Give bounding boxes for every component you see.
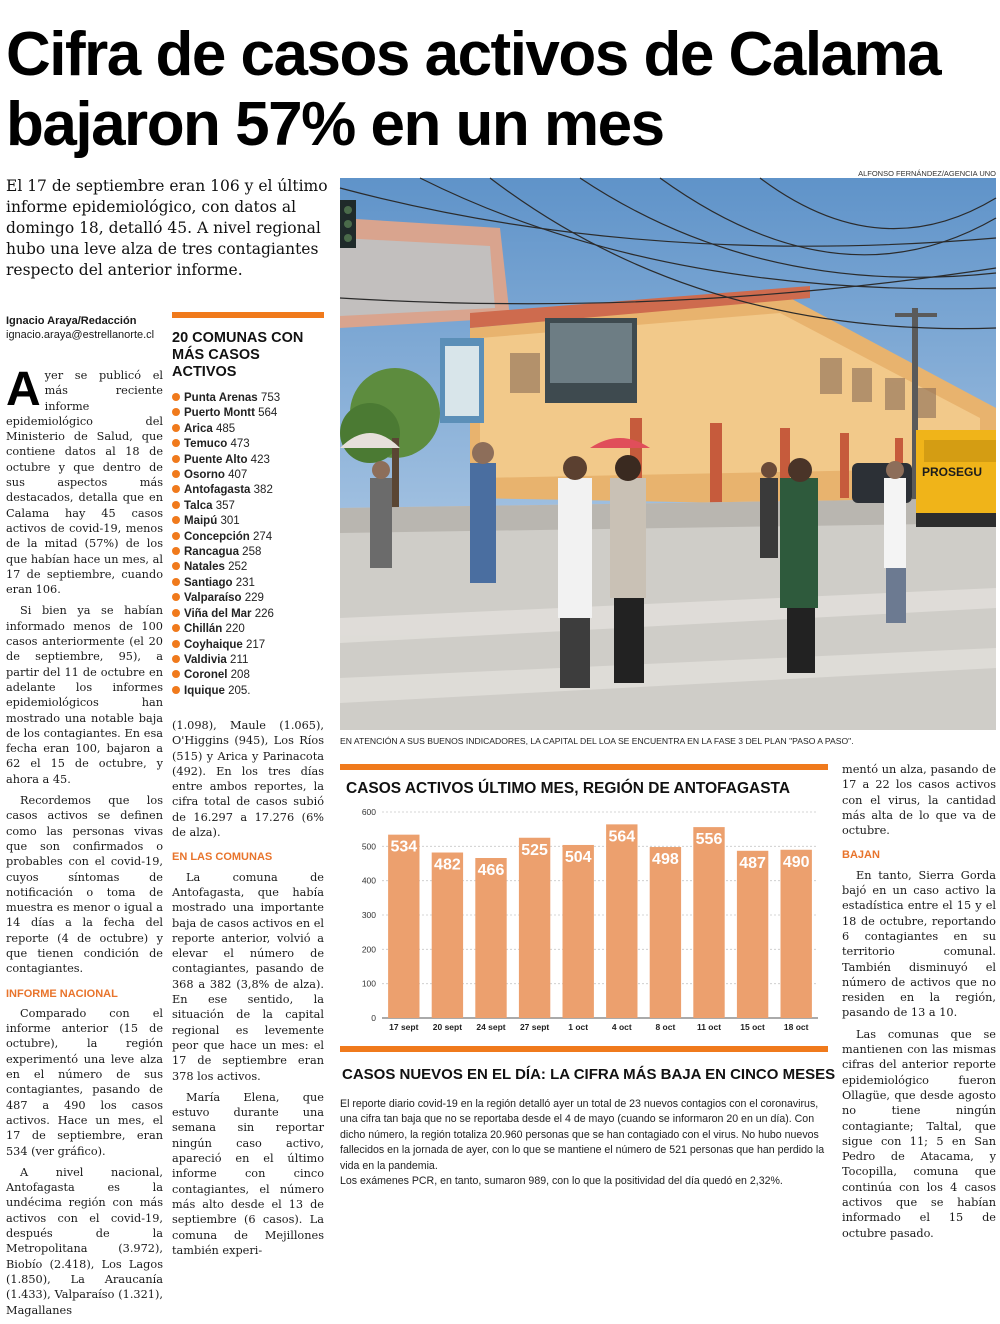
new-cases-paragraph: Los exámenes PCR, en tanto, sumaron 989, con lo que la positividad del día quedó en 2,32%. <box>340 1175 783 1188</box>
paragraph: Si bien ya se habían informado menos de 100 casos anteriormente (el 20 de septiembre, 95), a partir del 11 de octubre en adelante los informes epidemiológicos han mostrado una notable baja de los contagiantes. En esa fecha eran 100, bajaron a 62 el 15 de octubre, y ahora a 45. <box>6 604 163 786</box>
x-tick-label: 15 oct <box>740 1022 765 1032</box>
bar <box>781 850 812 1018</box>
bullet-dot-icon <box>172 532 180 540</box>
bar <box>737 851 768 1018</box>
top-comunas-box <box>172 312 324 699</box>
bullet-dot-icon <box>172 547 180 555</box>
comuna-name: Valparaíso <box>184 592 242 605</box>
y-tick-label: 0 <box>371 1013 376 1023</box>
bullet-dot-icon <box>172 439 180 447</box>
paragraph: En tanto, Sierra Gorda bajó en un caso activo la estadística entre el 15 y el 18 de octubre, reportando 6 contagiantes en su territorio comunal. También disminuyó el número de activos que no residen en la región, pasando de 13 a 10. <box>842 868 996 1020</box>
paragraph: Comparado con el informe anterior (15 de octubre), la región experimentó una leve alza en el número de sus contagiantes, pasando de 487 a 490 los casos activos. Hace un mes, el 17 de septiembre, eran 534 (ver gráfico). <box>6 1006 163 1158</box>
bullet-dot-icon <box>172 408 180 416</box>
comuna-name: Viña del Mar <box>184 607 252 620</box>
paragraph: (1.098), Maule (1.065), O'Higgins (945), Los Ríos (515) y Arica y Parinacota (492). En los tres días entre ambos reportes, la cifra total de casos subió de 16.297 a 17.276 (6% de alza). <box>172 719 324 840</box>
bullet-dot-icon <box>172 424 180 432</box>
bar <box>606 824 637 1018</box>
comuna-value: 258 <box>242 546 262 559</box>
comuna-name: Arica <box>184 422 213 435</box>
comuna-value: 473 <box>230 438 250 451</box>
chart-accent-bar <box>340 764 828 770</box>
new-cases-title: CASOS NUEVOS EN EL DÍA: LA CIFRA MÁS BAJA EN CINCO MESES <box>342 1066 836 1083</box>
comuna-name: Puerto Montt <box>184 407 255 420</box>
comuna-name: Santiago <box>184 576 233 589</box>
comuna-item <box>172 560 324 575</box>
author-email[interactable]: ignacio.araya@estrellanorte.cl <box>6 329 155 341</box>
bar <box>650 847 681 1018</box>
new-cases-box <box>340 1046 836 1189</box>
paragraph: Ayer se publicó el más reciente informe epidemiológico del Ministerio de Salud, que contiene datos al 18 de octubre y que dentro de sus aspectos más destacados, detalla que en Calama hay 45 casos activos de covid-19, menos de la mitad (57%) de los que habían hace un mes, al 17 de septiembre, cuando eran 106. <box>6 363 163 597</box>
comuna-name: Temuco <box>184 438 228 451</box>
body-column-2 <box>172 718 324 1264</box>
bullet-dot-icon <box>172 578 180 586</box>
bar-value-label: 525 <box>521 841 548 859</box>
bar-value-label: 466 <box>477 862 505 880</box>
x-tick-label: 17 sept <box>389 1022 419 1032</box>
bullet-dot-icon <box>172 485 180 493</box>
comuna-value: 211 <box>230 653 249 666</box>
comuna-name: Coyhaique <box>184 638 243 651</box>
x-tick-label: 24 sept <box>476 1022 506 1032</box>
bar <box>432 853 463 1018</box>
comuna-value: 252 <box>228 561 248 574</box>
bar-value-label: 564 <box>608 828 636 846</box>
bullet-dot-icon <box>172 562 180 570</box>
comuna-value: 753 <box>260 392 281 404</box>
comuna-name: Puente Alto <box>184 453 248 466</box>
comuna-item <box>172 453 324 468</box>
paragraph: La comuna de Antofagasta, que había mostrado una importante baja de casos activos en el reporte anterior, volvió a elevar el número de contagiantes, pasando de 368 a 382 (3,8% de alza). En ese sentido, la situación de la capital regional es levemente peor que hace un mes: el 17 de septiembre eran 378 los activos. <box>172 870 324 1083</box>
bullet-dot-icon <box>172 593 180 601</box>
comuna-item <box>172 653 324 668</box>
comuna-name: Antofagasta <box>184 484 251 497</box>
bar <box>693 827 724 1018</box>
x-tick-label: 27 sept <box>519 1022 550 1032</box>
comuna-item <box>172 607 324 622</box>
photo-caption: EN ATENCIÓN A SUS BUENOS INDICADORES, LA CAPITAL DEL LOA SE ENCUENTRA EN LA FASE 3 DEL PLAN "PASO A PASO". <box>340 736 854 746</box>
comuna-name: Coronel <box>184 669 228 682</box>
comuna-value: 382 <box>253 484 273 497</box>
comuna-value: 217 <box>246 638 266 651</box>
comuna-value: 423 <box>250 453 270 466</box>
comuna-item <box>172 545 324 560</box>
bullet-dot-icon <box>172 455 180 463</box>
comuna-name: Concepción <box>184 530 250 543</box>
bullet-dot-icon <box>172 624 180 632</box>
headline-line-2: bajaron 57% en un mes <box>6 90 664 159</box>
comuna-value: 407 <box>228 469 248 482</box>
headline-line-1: Cifra de casos activos de Calama <box>6 20 941 89</box>
comuna-name: Punta Arenas <box>184 392 258 404</box>
bullet-dot-icon <box>172 609 180 617</box>
comuna-item <box>172 422 324 437</box>
bar <box>563 845 594 1018</box>
x-tick-label: 18 oct <box>783 1022 809 1032</box>
x-tick-label: 1 oct <box>568 1022 589 1032</box>
section-heading-bajan: BAJAN <box>842 849 880 862</box>
comuna-value: 205. <box>228 684 251 697</box>
x-tick-label: 4 oct <box>611 1022 632 1032</box>
comuna-item <box>172 684 324 699</box>
comuna-name: Rancagua <box>184 546 239 559</box>
bar-value-label: 534 <box>390 838 418 856</box>
chart-title: CASOS ACTIVOS ÚLTIMO MES, REGIÓN DE ANTOFAGASTA <box>346 780 791 797</box>
truck-sign: PROSEGU <box>922 465 983 479</box>
comuna-item <box>172 530 324 545</box>
comuna-item <box>172 499 324 514</box>
headline <box>6 20 996 160</box>
comuna-value: 226 <box>254 607 274 620</box>
body-column-1 <box>6 363 163 1324</box>
bar-chart <box>340 798 828 1034</box>
paragraph: María Elena, que estuvo durante una semana sin reportar ningún caso activo, apareció en el último informe con cinco contagiantes, el número más alto desde el 13 de septiembre (6 casos). La comuna de Mejillones también experi- <box>172 1090 324 1257</box>
bar-value-label: 490 <box>782 853 810 871</box>
comuna-item <box>172 576 324 591</box>
comuna-item <box>172 406 324 421</box>
street-photo <box>340 178 996 730</box>
comuna-value: 220 <box>225 623 245 636</box>
comuna-item <box>172 483 324 498</box>
x-tick-label: 8 oct <box>655 1022 676 1032</box>
comuna-item <box>172 391 324 406</box>
dropcap: A <box>6 363 41 416</box>
box-accent-bar <box>172 312 324 318</box>
paragraph: A nivel nacional, Antofagasta es la undécima región con más activos con el covid-19, después de la Metropolitana (3.972), Biobío (2.418), Los Lagos (1.850), La Araucanía (1.433), Valparaíso (1.321), Magallanes <box>6 1165 163 1317</box>
comuna-value: 357 <box>215 499 235 512</box>
bar-value-label: 556 <box>695 831 723 849</box>
new-cases-paragraph: El reporte diario covid-19 en la región detalló ayer un total de 23 nuevos contagios con el coronavirus, una cifra tan baja que no se reportaba desde el 4 de mayo (cuando se informaron 20 en un día). Con dicho número, la región totaliza 20.960 personas que se han contagiado con el virus. No hubo nuevos fallecidos en la jornada de ayer, con lo que se mantiene el número de 521 personas que han perdido la vida en la pandemia. <box>340 1098 825 1172</box>
bullet-dot-icon <box>172 501 180 509</box>
x-tick-label: 11 oct <box>696 1022 722 1032</box>
photo-credit: ALFONSO FERNÁNDEZ/AGENCIA UNO <box>858 169 996 178</box>
comuna-name: Talca <box>184 499 213 512</box>
chart-box <box>340 764 828 1040</box>
lead-paragraph: El 17 de septiembre eran 106 y el último informe epidemiológico, con datos al domingo 18, detalló 45. A nivel regional hubo una leve alza de tres contagiantes respecto del anterior informe. <box>6 177 328 279</box>
comuna-name: Osorno <box>184 469 225 482</box>
comuna-item <box>172 468 324 483</box>
comuna-name: Iquique <box>184 684 225 697</box>
paragraph: Recordemos que los casos activos se definen como las personas vivas que son confirmados o probables con el covid-19, cuyos síntomas de notificación o toma de muestra es menor o igual a 14 días a la fecha del reporte (4 de octubre) y que tienen condición de contagiantes. <box>6 794 163 976</box>
bar-value-label: 498 <box>652 851 679 869</box>
bullet-dot-icon <box>172 640 180 648</box>
comuna-item <box>172 668 324 683</box>
bullet-dot-icon <box>172 393 180 401</box>
comuna-name: Natales <box>184 561 225 574</box>
comuna-value: 231 <box>235 576 255 589</box>
section-heading-comunas: EN LAS COMUNAS <box>172 851 273 864</box>
y-tick-label: 400 <box>361 875 376 886</box>
comuna-name: Valdivia <box>184 653 227 666</box>
y-tick-label: 100 <box>361 978 376 989</box>
comuna-value: 564 <box>258 407 278 420</box>
byline <box>6 314 166 342</box>
bar-value-label: 504 <box>564 848 592 866</box>
comunas-list <box>172 391 324 699</box>
bullet-dot-icon <box>172 655 180 663</box>
bullet-dot-icon <box>172 670 180 678</box>
paragraph: mentó un alza, pasando de 17 a 22 los casos activos con el virus, la cantidad más alta de lo que va de octubre. <box>842 763 996 838</box>
bar-value-label: 482 <box>434 856 461 874</box>
y-tick-label: 600 <box>361 807 376 817</box>
street-photo-illustration <box>340 178 996 730</box>
comuna-item <box>172 437 324 452</box>
comuna-item <box>172 591 324 606</box>
x-tick-label: 20 sept <box>432 1022 463 1032</box>
y-tick-label: 200 <box>361 944 376 955</box>
bar <box>475 858 506 1018</box>
body-column-4 <box>842 762 996 1247</box>
y-tick-label: 500 <box>361 841 376 852</box>
comuna-item <box>172 622 324 637</box>
y-tick-label: 300 <box>361 910 376 920</box>
comuna-value: 208 <box>230 669 250 682</box>
bar <box>388 835 419 1018</box>
section-heading-nacional: INFORME NACIONAL <box>6 987 118 1000</box>
bullet-dot-icon <box>172 686 180 694</box>
comuna-name: Chillán <box>184 623 223 636</box>
comuna-value: 274 <box>253 530 273 543</box>
bullet-dot-icon <box>172 516 180 524</box>
comuna-value: 301 <box>220 515 240 528</box>
comuna-value: 485 <box>215 422 236 435</box>
new-cases-accent-bar <box>340 1046 828 1052</box>
bar <box>519 838 550 1018</box>
top-comunas-title: 20 COMUNAS CON MÁS CASOS ACTIVOS <box>172 330 304 380</box>
author-name: Ignacio Araya/Redacción <box>6 315 137 327</box>
bullet-dot-icon <box>172 470 180 478</box>
paragraph: Las comunas que se mantienen con las mismas cifras del anterior reporte epidemiológico fueron Ollagüe, que desde agosto no tiene ningún contagiante; Taltal, que sigue con 11; 5 en San Pedro de Atacama, y Tocopilla, comuna que continúa con los 4 casos activos que se habían informado el 15 de octubre pasado. <box>842 1027 996 1240</box>
comuna-name: Maipú <box>184 515 218 528</box>
comuna-value: 229 <box>244 592 264 605</box>
comuna-item <box>172 514 324 529</box>
bar-value-label: 487 <box>739 854 766 872</box>
comuna-item <box>172 638 324 653</box>
